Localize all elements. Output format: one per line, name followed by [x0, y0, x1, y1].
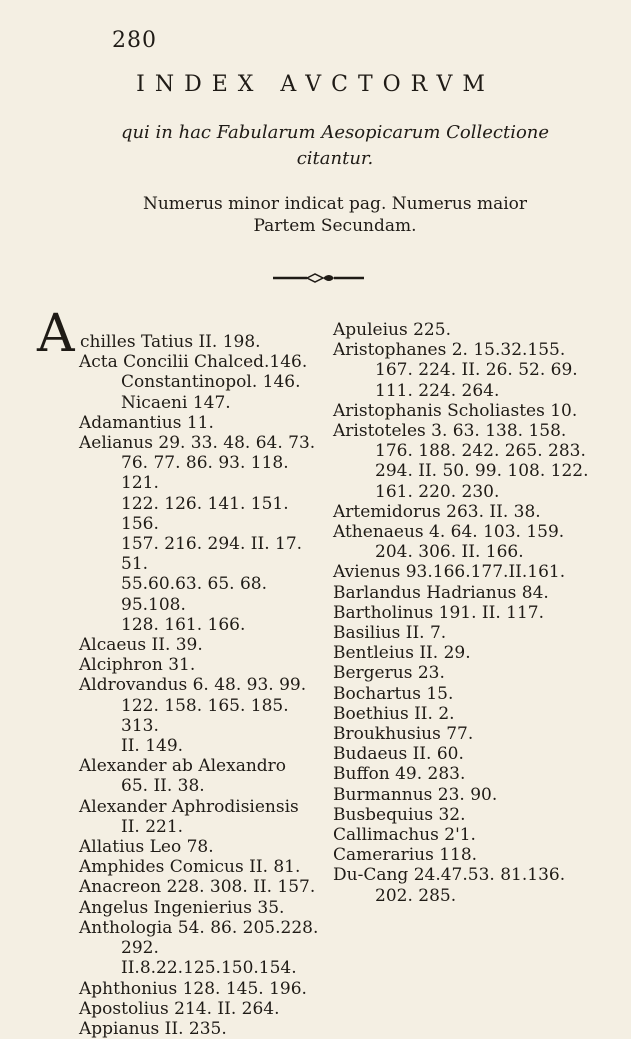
note-line: Partem Secundam. [253, 216, 417, 236]
index-entry-line: Budaeus II. 60. [333, 744, 464, 765]
index-entry [79, 675, 329, 756]
index-entry-line: Artemidorus 263. II. 38. [333, 501, 541, 522]
index-entry [333, 562, 593, 582]
index-entry [333, 643, 593, 663]
index-entry [333, 663, 593, 683]
index-entry-line: 76. 77. 86. 93. 118. 121. [121, 453, 289, 494]
index-entry [333, 522, 593, 562]
subtitle-line: citantur. [296, 148, 374, 169]
index-entry [79, 999, 329, 1019]
index-entry-line: Callimachus 2'1. [333, 825, 476, 846]
index-entry-line: Alcaeus II. 39. [79, 635, 203, 656]
index-entry [79, 877, 329, 897]
index-entry-line: 161. 220. 230. [375, 481, 500, 502]
index-entry-line: Achilles Tatius II. 198. [37, 304, 261, 364]
index-entry [333, 744, 593, 764]
index-entry-line: 55.60.63. 65. 68. 95.108. [121, 574, 267, 615]
index-entry-line: Busbequius 32. [333, 804, 466, 825]
index-entry [79, 857, 329, 877]
index-entry [79, 918, 329, 979]
index-entry-line: Du-Cang 24.47.53. 81.136. [333, 865, 566, 886]
index-entry-line: Amphides Comicus II. 81. [79, 857, 301, 878]
index-entry [79, 433, 329, 635]
index-entry-line: 157. 216. 294. II. 17. 51. [121, 534, 303, 575]
index-entry-line: Angelus Ingenierius 35. [79, 897, 285, 918]
index-entry [79, 898, 329, 918]
index-entry [333, 603, 593, 623]
index-entry-line: Basilius II. 7. [333, 623, 447, 644]
index-entry-line: Bentleius II. 29. [333, 643, 471, 664]
index-entry-line: 202. 285. [375, 885, 457, 906]
index-entry-line: Appianus II. 235. [79, 1018, 227, 1039]
index-entry-line: Anacreon 228. 308. II. 157. [79, 877, 316, 898]
index-entry-line: Burmannus 23. 90. [333, 784, 498, 805]
index-entry-line: Apostolius 214. II. 264. [79, 998, 280, 1019]
index-entry-line: Aldrovandus 6. 48. 93. 99. [79, 675, 307, 696]
index-entry-line: Aristophanis Scholiastes 10. [333, 400, 578, 421]
index-entry [333, 684, 593, 704]
numbering-note [105, 193, 565, 237]
index-entry-line: Avienus 93.166.177.II.161. [333, 562, 566, 583]
index-entry [79, 1019, 329, 1039]
index-entry [333, 704, 593, 724]
index-entry [79, 797, 329, 837]
index-entry-line: 122. 158. 165. 185. 313. [121, 695, 289, 736]
index-entry-line: Bochartus 15. [333, 683, 454, 704]
index-entry [333, 825, 593, 845]
index-entry [333, 865, 593, 905]
note-line: Numerus minor indicat pag. Numerus maior [142, 194, 528, 214]
index-column-right [333, 320, 593, 906]
page-number: 280 [112, 28, 157, 53]
index-entry-line: 292. II.8.22.125.150.154. [121, 938, 297, 979]
index-entry [333, 845, 593, 865]
index-entry-line: Camerarius 118. [333, 845, 478, 866]
index-entry [79, 756, 329, 796]
index-entry-line: Bartholinus 191. II. 117. [333, 602, 545, 623]
index-entry [333, 502, 593, 522]
index-entry-line: Alexander ab Alexandro [79, 756, 287, 777]
index-entry-line: Aristophanes 2. 15.32.155. [333, 340, 566, 361]
index-entry-line: Aelianus 29. 33. 48. 64. 73. [79, 433, 316, 454]
index-entry-line: Barlandus Hadrianus 84. [333, 582, 549, 603]
index-entry-line: Bergerus 23. [333, 663, 445, 684]
index-entry-line: 294. II. 50. 99. 108. 122. [375, 461, 589, 482]
index-entry-line: Aristoteles 3. 63. 138. 158. [333, 421, 567, 442]
index-entry-line: Broukhusius 77. [333, 724, 474, 745]
index-entry-line: 122. 126. 141. 151. 156. [121, 493, 289, 534]
index-entry [79, 635, 329, 655]
index-entry [333, 623, 593, 643]
index-entry-line: 65. II. 38. [121, 776, 205, 797]
index-entry-line: Nicaeni 147. [121, 392, 231, 413]
index-entry-line: II. 149. [121, 736, 184, 757]
index-entry [79, 979, 329, 999]
index-entry [333, 320, 593, 340]
index-entry-line: 128. 161. 166. [121, 614, 246, 635]
index-title: INDEX AVCTORVM [136, 72, 495, 97]
subtitle-line: qui in hac Fabularum Aesopicarum Collectione [120, 122, 550, 143]
index-entry-line: 111. 224. 264. [375, 380, 500, 401]
index-entry [79, 655, 329, 675]
index-entry-line: II. 221. [121, 816, 184, 837]
index-entry-line: Aphthonius 128. 145. 196. [79, 978, 307, 999]
index-entry-line-rest: chilles Tatius II. 198. [80, 332, 261, 352]
index-entry-line: Apuleius 225. [333, 320, 451, 340]
index-entry [333, 724, 593, 744]
index-entry-line: Adamantius 11. [79, 412, 214, 433]
index-entry [333, 764, 593, 784]
index-entry [79, 413, 329, 433]
index-entry-line: Buffon 49. 283. [333, 764, 466, 785]
index-entry-line: 204. 306. II. 166. [375, 542, 524, 563]
index-entry [333, 805, 593, 825]
index-entry [333, 785, 593, 805]
index-entry-line: 176. 188. 242. 265. 283. [375, 441, 586, 462]
index-entry-line: Anthologia 54. 86. 205.228. [79, 917, 319, 938]
index-entry-line: Boethius II. 2. [333, 703, 455, 724]
index-entry [79, 837, 329, 857]
index-entry [333, 583, 593, 603]
index-entry [79, 352, 329, 413]
index-entry-line: 167. 224. II. 26. 52. 69. [375, 360, 578, 381]
index-entry-line: Acta Concilii Chalced.146. [79, 352, 308, 373]
index-column-left [37, 304, 329, 1039]
index-entry [333, 401, 593, 421]
index-entry-line: Athenaeus 4. 64. 103. 159. [333, 522, 565, 543]
index-entry-line: Alciphron 31. [79, 655, 196, 676]
subtitle [100, 120, 570, 172]
index-entry [333, 340, 593, 401]
index-entry-line: Constantinopol. 146. [121, 372, 301, 393]
index-entry-line: Allatius Leo 78. [79, 837, 214, 858]
index-entry-line: Alexander Aphrodisiensis [79, 796, 299, 817]
ornament-divider [271, 272, 366, 284]
index-entry [333, 421, 593, 502]
